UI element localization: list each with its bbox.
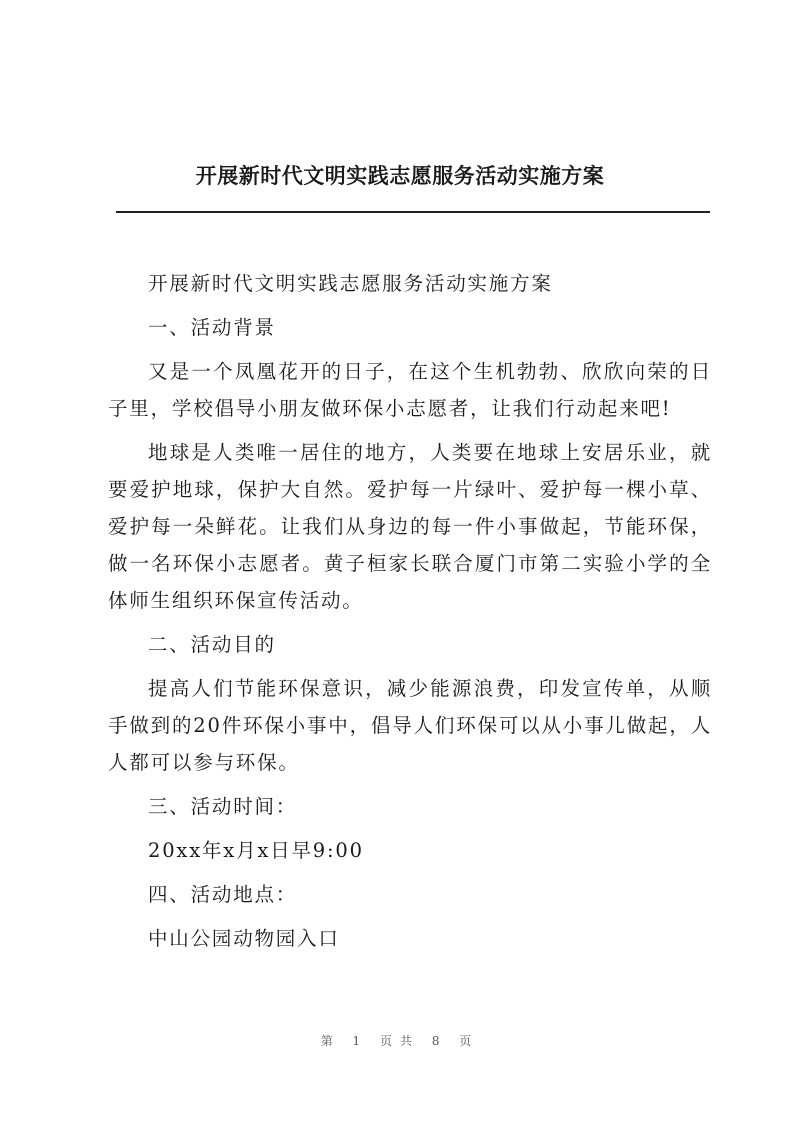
- section-heading-time: 三、活动时间：: [148, 795, 298, 818]
- title-underline: [116, 211, 710, 213]
- paragraph-background-detail: 地球是人类唯一居住的地方，人类要在地球上安居乐业，就要爱护地球，保护大自然。爱护每一片绿叶、爱护每一棵小草、爱护每一朵鲜花。让我们从身边的每一件小事做起，节能环保，做一名环保小志愿者。黄子桓家长联合厦门市第二实验小学的全体师生组织环保宣传活动。: [108, 441, 712, 612]
- page-number-footer: 第 1 页共 8 页: [320, 1034, 480, 1048]
- paragraph-location: 中山公园动物园入口: [148, 927, 340, 950]
- document-title: 开展新时代文明实践志愿服务活动实施方案: [195, 164, 605, 188]
- paragraph-background-intro: 又是一个凤凰花开的日子，在这个生机勃勃、欣欣向荣的日子里，学校倡导小朋友做环保小志愿者，让我们行动起来吧!: [108, 360, 712, 420]
- document-body: [108, 265, 712, 964]
- section-heading-location: 四、活动地点：: [148, 883, 298, 906]
- section-heading-purpose: 二、活动目的: [148, 633, 276, 656]
- paragraph-time: 20xx年x月x日早9:00: [148, 839, 364, 862]
- paragraph-heading: 开展新时代文明实践志愿服务活动实施方案: [148, 272, 553, 295]
- section-heading-background: 一、活动背景: [148, 316, 276, 339]
- paragraph-purpose: 提高人们节能环保意识，减少能源浪费，印发宣传单，从顺手做到的20件环保小事中，倡导人们环保可以从小事儿做起，人人都可以参与环保。: [108, 677, 712, 774]
